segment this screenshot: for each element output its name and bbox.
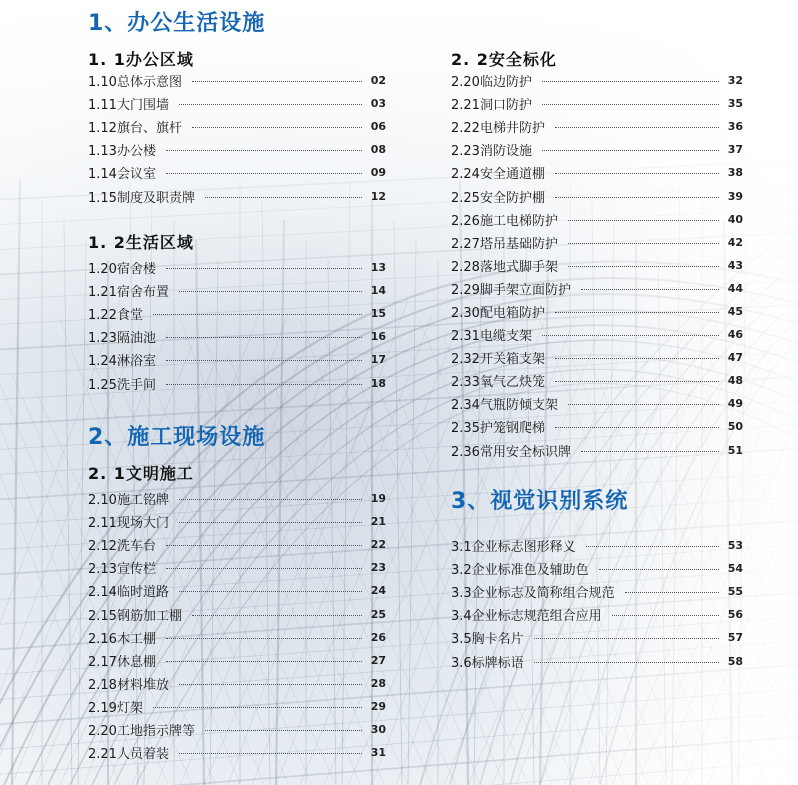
dotted-leader — [166, 337, 362, 338]
dotted-leader — [179, 499, 362, 500]
toc-list-1-1 — [88, 69, 386, 208]
toc-entry — [88, 556, 386, 579]
toc-entry-page-number: 51 — [727, 443, 743, 457]
toc-entry-page-number: 38 — [727, 166, 743, 180]
toc-entry-page-number: 24 — [370, 584, 386, 598]
toc-list-2-2 — [451, 69, 743, 462]
toc-entry-page-number: 19 — [370, 492, 386, 506]
toc-entry-page-number: 06 — [370, 120, 386, 134]
toc-entry — [451, 92, 743, 115]
toc-entry — [88, 649, 386, 672]
toc-entry-label: 1.10总体示意图 — [88, 75, 182, 91]
toc-entry-page-number: 46 — [727, 328, 743, 342]
toc-entry-label: 2.13宣传栏 — [88, 562, 156, 578]
toc-entry — [451, 208, 743, 231]
toc-entry-page-number: 27 — [370, 653, 386, 667]
toc-entry-label: 1.20宿舍楼 — [88, 262, 156, 278]
dotted-leader — [179, 684, 362, 685]
dotted-leader — [555, 427, 719, 428]
dotted-leader — [568, 220, 719, 221]
dotted-leader — [166, 545, 362, 546]
toc-entry — [451, 138, 743, 161]
toc-entry-label: 3.5胸卡名片 — [451, 632, 524, 648]
dotted-leader — [179, 522, 362, 523]
toc-entry-page-number: 25 — [370, 607, 386, 621]
dotted-leader — [166, 173, 362, 174]
toc-entry — [451, 115, 743, 138]
toc-entry-label: 2.16木工棚 — [88, 631, 156, 647]
toc-entry-label: 3.1企业标志图形释义 — [451, 540, 576, 556]
toc-entry — [88, 279, 386, 302]
toc-entry-page-number: 08 — [370, 143, 386, 157]
toc-entry-label: 2.23消防设施 — [451, 144, 532, 160]
toc-entry-page-number: 35 — [727, 97, 743, 111]
toc-entry-label: 2.28落地式脚手架 — [451, 259, 558, 275]
toc-entry-label: 2.27塔吊基础防护 — [451, 236, 558, 252]
toc-entry-label: 2.15钢筋加工棚 — [88, 608, 182, 624]
toc-entry — [451, 580, 743, 603]
toc-entry-label: 2.24安全通道棚 — [451, 167, 545, 183]
toc-entry — [88, 741, 386, 764]
dotted-leader — [542, 150, 719, 151]
toc-entry-label: 2.20临边防护 — [451, 75, 532, 91]
toc-entry-label: 2.17休息棚 — [88, 654, 156, 670]
toc-entry — [451, 254, 743, 277]
dotted-leader — [586, 546, 719, 547]
toc-entry-page-number: 22 — [370, 538, 386, 552]
toc-entry-page-number: 09 — [370, 166, 386, 180]
dotted-leader — [555, 312, 719, 313]
toc-entry-page-number: 21 — [370, 515, 386, 529]
group-title-2-2: 2. 2安全标化 — [451, 50, 557, 69]
group-title-2-1: 2. 1文明施工 — [88, 464, 194, 483]
toc-entry-page-number: 44 — [727, 281, 743, 295]
toc-entry-page-number: 56 — [727, 608, 743, 622]
dotted-leader — [205, 730, 362, 731]
toc-entry — [451, 277, 743, 300]
toc-entry-label: 2.14临时道路 — [88, 585, 169, 601]
toc-entry-page-number: 31 — [370, 746, 386, 760]
toc-entry — [451, 231, 743, 254]
toc-entry — [88, 695, 386, 718]
toc-entry-label: 2.30配电箱防护 — [451, 305, 545, 321]
toc-entry-page-number: 29 — [370, 699, 386, 713]
toc-entry-page-number: 47 — [727, 351, 743, 365]
toc-entry — [88, 348, 386, 371]
toc-entry-label: 2.12洗车台 — [88, 539, 156, 555]
toc-entry-label: 1.15制度及职责牌 — [88, 190, 195, 206]
group-title-1-1: 1. 1办公区域 — [88, 50, 194, 69]
toc-entry-page-number: 03 — [370, 97, 386, 111]
section-title-1: 1、办公生活设施 — [88, 11, 266, 36]
toc-entry-page-number: 48 — [727, 374, 743, 388]
toc-entry-label: 1.13办公楼 — [88, 144, 156, 160]
dotted-leader — [568, 266, 719, 267]
toc-entry — [451, 346, 743, 369]
toc-entry-label: 2.32开关箱支架 — [451, 352, 545, 368]
toc-entry — [451, 392, 743, 415]
toc-entry — [88, 602, 386, 625]
dotted-leader — [555, 381, 719, 382]
toc-entry — [451, 300, 743, 323]
dotted-leader — [612, 615, 719, 616]
toc-entry-label: 2.22电梯井防护 — [451, 121, 545, 137]
toc-entry — [451, 69, 743, 92]
toc-entry — [88, 325, 386, 348]
dotted-leader — [555, 358, 719, 359]
dotted-leader — [153, 707, 362, 708]
toc-entry — [88, 579, 386, 602]
toc-entry-page-number: 12 — [370, 189, 386, 203]
toc-entry-page-number: 16 — [370, 330, 386, 344]
toc-entry-page-number: 28 — [370, 676, 386, 690]
dotted-leader — [625, 592, 719, 593]
toc-entry — [88, 256, 386, 279]
toc-entry-page-number: 37 — [727, 143, 743, 157]
dotted-leader — [166, 661, 362, 662]
toc-entry — [88, 115, 386, 138]
toc-entry — [88, 184, 386, 207]
dotted-leader — [153, 314, 362, 315]
toc-entry-page-number: 26 — [370, 630, 386, 644]
toc-entry — [88, 533, 386, 556]
toc-entry-label: 1.14会议室 — [88, 167, 156, 183]
toc-entry-label: 2.25安全防护棚 — [451, 190, 545, 206]
toc-entry — [88, 92, 386, 115]
dotted-leader — [555, 197, 719, 198]
toc-entry-label: 2.34气瓶防倾支架 — [451, 398, 558, 414]
toc-entry — [88, 510, 386, 533]
dotted-leader — [205, 197, 362, 198]
toc-entry — [88, 69, 386, 92]
toc-entry-page-number: 17 — [370, 353, 386, 367]
toc-entry-page-number: 13 — [370, 261, 386, 275]
dotted-leader — [581, 289, 719, 290]
toc-entry-label: 2.11现场大门 — [88, 516, 169, 532]
dotted-leader — [555, 173, 719, 174]
section-title-2: 2、施工现场设施 — [88, 425, 266, 450]
toc-entry-label: 3.4企业标志规范组合应用 — [451, 609, 602, 625]
toc-entry-label: 2.35护笼钢爬梯 — [451, 421, 545, 437]
toc-entry-page-number: 54 — [727, 562, 743, 576]
toc-entry-page-number: 15 — [370, 307, 386, 321]
toc-entry-page-number: 14 — [370, 284, 386, 298]
toc-list-1-2 — [88, 256, 386, 395]
dotted-leader — [179, 104, 362, 105]
toc-entry-label: 2.19灯架 — [88, 700, 143, 716]
toc-entry — [451, 626, 743, 649]
dotted-leader — [534, 638, 719, 639]
toc-entry-page-number: 02 — [370, 74, 386, 88]
dotted-leader — [555, 127, 719, 128]
dotted-leader — [166, 384, 362, 385]
toc-entry — [88, 138, 386, 161]
dotted-leader — [179, 291, 362, 292]
toc-entry — [88, 718, 386, 741]
dotted-leader — [542, 335, 719, 336]
dotted-leader — [166, 568, 362, 569]
toc-entry-label: 1.12旗台、旗杆 — [88, 121, 182, 137]
toc-entry-label: 2.18材料堆放 — [88, 677, 169, 693]
toc-entry — [451, 161, 743, 184]
toc-entry-label: 1.24淋浴室 — [88, 354, 156, 370]
toc-entry-page-number: 55 — [727, 585, 743, 599]
dotted-leader — [166, 360, 362, 361]
dotted-leader — [192, 127, 362, 128]
dotted-leader — [568, 404, 719, 405]
toc-entry — [451, 369, 743, 392]
toc-entry-page-number: 18 — [370, 376, 386, 390]
dotted-leader — [166, 268, 362, 269]
dotted-leader — [179, 591, 362, 592]
toc-entry-label: 1.23隔油池 — [88, 331, 156, 347]
dotted-leader — [166, 638, 362, 639]
toc-entry-label: 1.22食堂 — [88, 308, 143, 324]
toc-entry-label: 2.20工地指示牌等 — [88, 723, 195, 739]
toc-entry — [451, 323, 743, 346]
toc-entry-page-number: 39 — [727, 189, 743, 203]
dotted-leader — [581, 451, 719, 452]
toc-entry — [88, 371, 386, 394]
toc-entry-page-number: 53 — [727, 539, 743, 553]
dotted-leader — [192, 81, 362, 82]
section-title-3: 3、视觉识别系统 — [451, 489, 629, 514]
toc-entry-page-number: 43 — [727, 258, 743, 272]
toc-entry — [451, 415, 743, 438]
toc-entry-label: 3.3企业标志及简称组合规范 — [451, 586, 615, 602]
toc-entry-label: 1.11大门围墙 — [88, 98, 169, 114]
toc-entry — [88, 672, 386, 695]
toc-entry — [88, 161, 386, 184]
toc-entry-page-number: 49 — [727, 397, 743, 411]
toc-entry-page-number: 30 — [370, 722, 386, 736]
toc-entry-label: 2.31电缆支架 — [451, 329, 532, 345]
toc-entry-label: 1.25洗手间 — [88, 377, 156, 393]
toc-entry-page-number: 36 — [727, 120, 743, 134]
toc-entry-label: 2.21洞口防护 — [451, 98, 532, 114]
toc-entry-label: 2.36常用安全标识牌 — [451, 444, 571, 460]
toc-entry — [451, 534, 743, 557]
group-title-1-2: 1. 2生活区域 — [88, 233, 194, 252]
toc-entry — [88, 302, 386, 325]
toc-list-3 — [451, 534, 743, 673]
toc-entry-label: 3.6标牌标语 — [451, 655, 524, 671]
toc-entry-page-number: 42 — [727, 235, 743, 249]
toc-entry — [451, 184, 743, 207]
dotted-leader — [534, 662, 719, 663]
dotted-leader — [192, 615, 362, 616]
dotted-leader — [179, 753, 362, 754]
dotted-leader — [599, 569, 719, 570]
dotted-leader — [166, 150, 362, 151]
dotted-leader — [568, 243, 719, 244]
toc-entry — [451, 649, 743, 672]
toc-entry-page-number: 58 — [727, 654, 743, 668]
toc-entry-page-number: 45 — [727, 304, 743, 318]
toc-entry-label: 2.26施工电梯防护 — [451, 213, 558, 229]
toc-entry-label: 2.10施工铭牌 — [88, 493, 169, 509]
dotted-leader — [542, 104, 719, 105]
dotted-leader — [542, 81, 719, 82]
toc-entry-page-number: 32 — [727, 74, 743, 88]
toc-entry — [88, 487, 386, 510]
toc-entry-label: 2.29脚手架立面防护 — [451, 282, 571, 298]
toc-entry-page-number: 40 — [727, 212, 743, 226]
toc-entry — [451, 557, 743, 580]
toc-entry — [451, 603, 743, 626]
toc-list-2-1 — [88, 487, 386, 764]
toc-entry-page-number: 50 — [727, 420, 743, 434]
toc-entry-label: 3.2企业标准色及辅助色 — [451, 563, 589, 579]
toc-entry-page-number: 57 — [727, 631, 743, 645]
toc-entry-label: 2.21人员着装 — [88, 747, 169, 763]
toc-entry-page-number: 23 — [370, 561, 386, 575]
toc-entry-label: 2.33氧气乙炔笼 — [451, 375, 545, 391]
toc-entry-label: 1.21宿舍布置 — [88, 285, 169, 301]
toc-entry — [451, 439, 743, 462]
toc-entry — [88, 626, 386, 649]
